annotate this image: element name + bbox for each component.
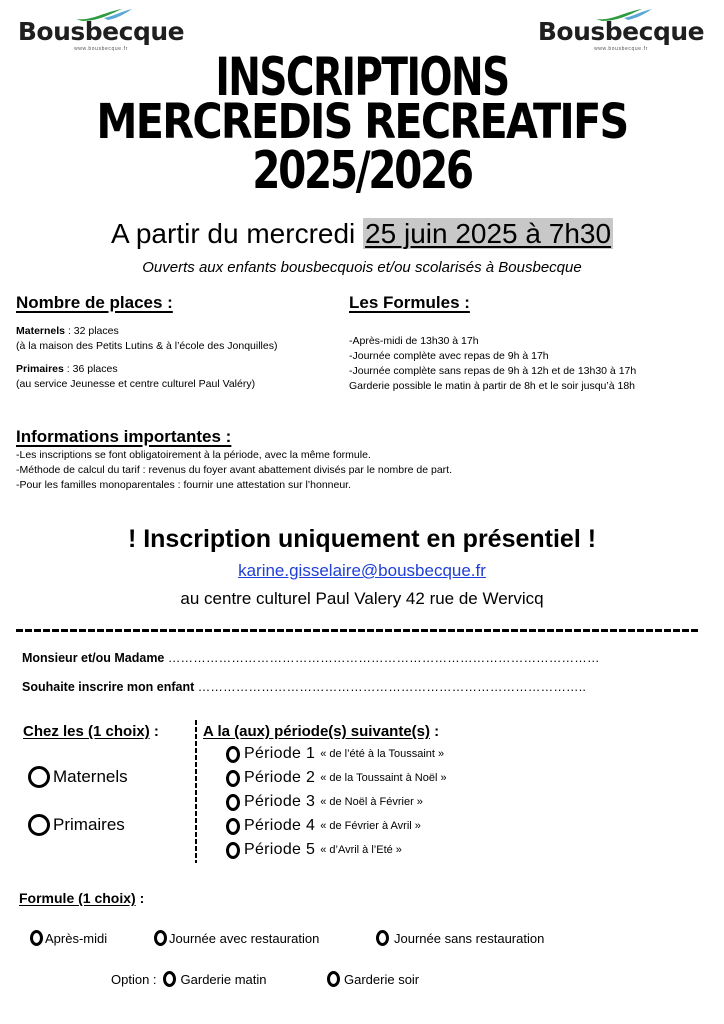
- cut-line-divider: [16, 629, 700, 632]
- radio-circle-icon[interactable]: [28, 766, 50, 788]
- presentiel-notice: ! Inscription uniquement en présentiel !: [127, 525, 597, 553]
- checkbox-circle-icon[interactable]: [226, 770, 240, 787]
- child-name-blank[interactable]: ………………………………………………………………………………..: [197, 680, 587, 694]
- garderie-options: [111, 971, 267, 987]
- periode-option-5[interactable]: Période 5 « d’Avril à l’Eté »: [226, 841, 402, 859]
- infos-list: [16, 448, 452, 493]
- formule-item: Garderie possible le matin à partir de 8h et le soir jusqu’à 18h: [349, 380, 635, 392]
- parent-name-label: Monsieur et/ou Madame: [22, 651, 168, 665]
- parent-name-field[interactable]: [22, 649, 600, 667]
- garderie-matin-label[interactable]: Garderie matin: [180, 971, 267, 987]
- option-label: Option :: [111, 971, 157, 987]
- radio-circle-icon[interactable]: [154, 930, 167, 946]
- radio-circle-icon[interactable]: [28, 814, 50, 836]
- checkbox-circle-icon[interactable]: [226, 842, 240, 859]
- logo-name: Bousbecque: [537, 17, 705, 46]
- title-mercredis-recreatifs: MERCREDIS RECREATIFS: [96, 94, 628, 150]
- chez-option-maternels[interactable]: [28, 766, 128, 788]
- periode-option-3[interactable]: Période 3 « de Noël à Février »: [226, 793, 423, 811]
- subtitle: Ouverts aux enfants bousbecquois et/ou scolarisés à Bousbecque: [142, 259, 582, 276]
- periode-option-1[interactable]: Période 1 « de l’été à la Toussaint »: [226, 745, 444, 763]
- email-line: [0, 560, 724, 582]
- places-item-label: Primaires: [16, 363, 64, 375]
- formule-item: -Journée complète avec repas de 9h à 17h: [349, 350, 549, 362]
- checkbox-circle-icon[interactable]: [226, 746, 240, 763]
- vertical-divider: [195, 720, 197, 863]
- chez-heading: Chez les (1 choix) :: [23, 723, 159, 740]
- checkbox-circle-icon[interactable]: [226, 794, 240, 811]
- checkbox-circle-icon[interactable]: [226, 818, 240, 835]
- logo-left: [16, 4, 186, 52]
- formule-option-sans-restauration[interactable]: Journée sans restauration: [376, 930, 544, 946]
- places-maternels: [16, 324, 277, 354]
- logo-right: [536, 4, 706, 52]
- formules-heading: Les Formules :: [349, 293, 470, 312]
- formules-list: [349, 334, 636, 394]
- formule-choice-heading: Formule (1 choix) :: [19, 890, 145, 906]
- info-item: -Les inscriptions se font obligatoirement à la période, avec la même formule.: [16, 449, 371, 461]
- garderie-soir-option[interactable]: Garderie soir: [327, 971, 419, 987]
- info-item: -Pour les familles monoparentales : fournir une attestation sur l’honneur.: [16, 479, 352, 491]
- option-label: Primaires: [53, 815, 125, 834]
- address: au centre culturel Paul Valery 42 rue de Wervicq: [180, 589, 544, 608]
- periodes-heading: A la (aux) période(s) suivante(s) :: [203, 723, 440, 740]
- infos-heading: Informations importantes :: [16, 427, 232, 446]
- formule-item: -Après-midi de 13h30 à 17h: [349, 335, 479, 347]
- opening-date-line: [0, 214, 724, 254]
- info-item: -Méthode de calcul du tarif : revenus du foyer avant abattement divisés par le nombre de part.: [16, 464, 452, 476]
- radio-circle-icon[interactable]: [163, 971, 176, 987]
- places-item-value: : 32 places: [65, 325, 119, 337]
- periode-option-2[interactable]: Période 2 « de la Toussaint à Noël »: [226, 769, 447, 787]
- logo-url: www.bousbecque.fr: [74, 46, 128, 52]
- opening-date: 25 juin 2025 à 7h30: [365, 218, 612, 249]
- chez-option-primaires[interactable]: [28, 814, 125, 836]
- child-name-field[interactable]: [22, 678, 586, 696]
- option-label: Maternels: [53, 767, 128, 786]
- periode-option-4[interactable]: Période 4 « de Février à Avril »: [226, 817, 421, 835]
- places-item-detail: (à la maison des Petits Lutins & à l’école des Jonquilles): [16, 340, 278, 352]
- email-link[interactable]: karine.gisselaire@bousbecque.fr: [238, 561, 486, 580]
- opening-prefix: A partir du mercredi: [110, 218, 364, 249]
- places-primaires: [16, 362, 255, 392]
- formule-item: -Journée complète sans repas de 9h à 12h et de 13h30 à 17h: [349, 365, 637, 377]
- title-inscriptions: INSCRIPTIONS: [215, 46, 509, 108]
- radio-circle-icon[interactable]: [327, 971, 340, 987]
- formule-option-apres-midi[interactable]: Après-midi: [30, 930, 107, 946]
- radio-circle-icon[interactable]: [376, 930, 389, 946]
- formule-option-avec-restauration[interactable]: Journée avec restauration: [154, 930, 319, 946]
- places-heading: Nombre de places :: [16, 293, 173, 312]
- radio-circle-icon[interactable]: [30, 930, 43, 946]
- title-year: 2025/2026: [252, 141, 472, 201]
- logo-url: www.bousbecque.fr: [594, 46, 648, 52]
- places-item-label: Maternels: [16, 325, 66, 337]
- child-name-label: Souhaite inscrire mon enfant: [22, 680, 198, 694]
- places-item-value: : 36 places: [63, 363, 118, 375]
- places-item-detail: (au service Jeunesse et centre culturel Paul Valéry): [16, 378, 256, 390]
- parent-name-blank[interactable]: …………………………………………………………………………………………: [167, 651, 600, 665]
- logo-name: Bousbecque: [17, 17, 185, 46]
